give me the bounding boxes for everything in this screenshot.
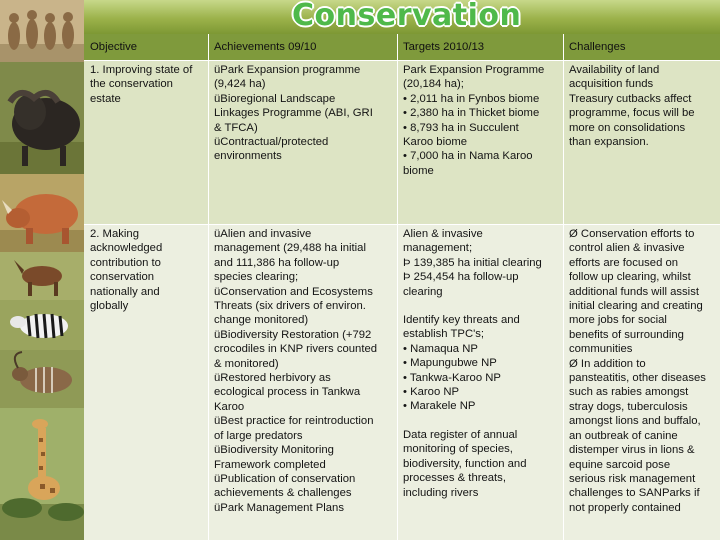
cell-line: Identify key threats and [403, 314, 520, 327]
cell-line: üRestored herbivory as [214, 372, 331, 385]
row2-targets [397, 224, 563, 540]
cell-line: üBiodiversity Monitoring [214, 444, 334, 457]
cell-line: management; [403, 242, 473, 255]
cell-line: & TFCA) [214, 121, 258, 134]
cell-line: equine sarcoid pose [569, 458, 671, 471]
cell-line: globally [90, 300, 129, 313]
cell-line: Ø Conservation efforts to [569, 228, 695, 240]
cell-line: üBest practice for reintroduction [214, 415, 374, 428]
cell-line: follow up clearing, whilst [569, 271, 691, 284]
cell-line: Karoo biome [403, 136, 468, 149]
cell-line: communities [569, 343, 633, 356]
zebra-photo [0, 300, 84, 350]
row1-achievements [208, 60, 397, 224]
row-divider [84, 60, 720, 61]
cell-line: processes & threats, [403, 472, 506, 485]
cell-line: üPark Expansion programme [214, 64, 361, 76]
cell-line: üContractual/protected [214, 136, 329, 149]
cell-line: Park Expansion Programme [403, 64, 545, 76]
cell-line: estate [90, 92, 121, 105]
cell-line: Karoo [214, 400, 245, 413]
rhino-photo [0, 174, 84, 252]
cell-line: üPublication of conservation [214, 472, 356, 485]
cell-line: not properly contained [569, 501, 681, 514]
cell-line: conservation [90, 271, 155, 284]
row2-objective [84, 224, 208, 540]
row1-objective [84, 60, 208, 224]
cell-line: amongst lions and buffalo, [569, 415, 701, 428]
cell-line: more on consolidations [569, 121, 686, 134]
cell-line: Linkages Programme (ABI, GRI [214, 107, 373, 120]
cell-line: and 111,386 ha follow-up [214, 256, 340, 269]
cell-line: management (29,488 ha initial [214, 242, 366, 255]
cell-line: Þ 139,385 ha initial clearing [403, 256, 542, 269]
column-divider [208, 34, 209, 540]
cell-line: acknowledged [90, 242, 163, 255]
cell-line: nationally and [90, 285, 160, 298]
cell-line: • Namaqua NP [403, 342, 478, 355]
antelope-photo [0, 252, 84, 300]
cell-line: programme, focus will be [569, 107, 695, 120]
cell-line [403, 414, 559, 428]
cell-line: clearing [403, 285, 443, 298]
cell-line: Alien & invasive [403, 228, 483, 240]
row-divider [84, 224, 720, 225]
buffalo-photo [0, 62, 84, 174]
row1-targets [397, 60, 563, 224]
cell-line: ecological process in Tankwa [214, 386, 361, 399]
row2-challenges [563, 224, 720, 540]
header-achievements: Achievements 09/10 [208, 34, 397, 60]
cell-line: monitoring of species, [403, 443, 513, 456]
cell-line: Framework completed [214, 458, 326, 471]
cell-line: challenges to SANParks if [569, 487, 700, 500]
cell-line: • Karoo NP [403, 386, 460, 399]
cell-line: change monitored) [214, 314, 309, 327]
slide-title: Conservation [292, 0, 522, 33]
cell-line: üPark Management Plans [214, 501, 344, 514]
header-targets: Targets 2010/13 [397, 34, 563, 60]
cell-line: an outbreak of canine [569, 429, 678, 442]
giraffe-photo [0, 408, 84, 540]
conservation-table [84, 34, 720, 540]
cell-line: distemper virus in lions & [569, 444, 695, 457]
cell-line: establish TPC's; [403, 328, 485, 341]
cell-line: biodiversity, function and [403, 457, 527, 470]
column-divider [397, 34, 398, 540]
cell-line: Threats (six drivers of environ. [214, 300, 366, 313]
cell-line: • Tankwa-Karoo NP [403, 371, 501, 384]
cell-line: Ø In addition to [569, 357, 646, 370]
cell-line: control alien & invasive [569, 242, 685, 255]
cell-line: üBiodiversity Restoration (+792 [214, 328, 372, 341]
cell-line: efforts are focused on [569, 256, 679, 269]
cell-line: • Marakele NP [403, 400, 476, 413]
column-divider [563, 34, 564, 540]
cell-line: the conservation [90, 78, 173, 91]
cell-line: Þ 254,454 ha follow-up [403, 271, 519, 284]
cell-line: biome [403, 164, 434, 177]
header-challenges: Challenges [563, 34, 720, 60]
cell-line: stray dogs, tuberculosis [569, 400, 688, 413]
cell-line: • 2,011 ha in Fynbos biome [403, 92, 540, 105]
cell-line: Data register of annual [403, 428, 518, 441]
row1-challenges [563, 60, 720, 224]
row2-achievements [208, 224, 397, 540]
cell-line: • Mapungubwe NP [403, 357, 497, 370]
cell-line: crocodiles in KNP rivers counted [214, 343, 378, 356]
cell-line: & monitored) [214, 357, 279, 370]
cell-line: acquisition funds [569, 78, 654, 91]
cell-line: such as rabies amongst [569, 386, 689, 399]
cell-line: of large predators [214, 429, 303, 442]
cell-line: initial clearing and creating [569, 300, 703, 313]
cell-line: pansteatitis, other diseases [569, 372, 706, 385]
cell-line: • 7,000 ha in Nama Karoo [403, 150, 533, 163]
cell-line: 1. Improving state of [90, 64, 193, 76]
header-objective: Objective [84, 34, 208, 60]
cell-line: than expansion. [569, 136, 649, 149]
cell-line: more jobs for social [569, 314, 667, 327]
cell-line: üBioregional Landscape [214, 92, 336, 105]
cell-line: • 2,380 ha in Thicket biome [403, 107, 540, 120]
cell-line: benefits of surrounding [569, 328, 684, 341]
meerkats-photo [0, 0, 84, 62]
cell-line: achievements & challenges [214, 487, 352, 500]
cell-line [403, 299, 559, 313]
cell-line: • 8,793 ha in Succulent [403, 121, 519, 134]
cell-line: 2. Making [90, 228, 139, 240]
photo-strip [0, 0, 84, 540]
cell-line: Treasury cutbacks affect [569, 92, 692, 105]
cell-line: including rivers [403, 486, 479, 499]
cell-line: üConservation and Ecosystems [214, 285, 373, 298]
kudu-photo [0, 350, 84, 408]
cell-line: Availability of land [569, 64, 660, 76]
cell-line: (20,184 ha); [403, 78, 464, 91]
cell-line: species clearing; [214, 271, 299, 284]
cell-line: contribution to [90, 256, 161, 269]
cell-line: üAlien and invasive [214, 228, 312, 240]
cell-line: environments [214, 150, 282, 163]
cell-line: additional funds will assist [569, 285, 699, 298]
cell-line: serious risk management [569, 472, 696, 485]
cell-line: (9,424 ha) [214, 78, 266, 91]
